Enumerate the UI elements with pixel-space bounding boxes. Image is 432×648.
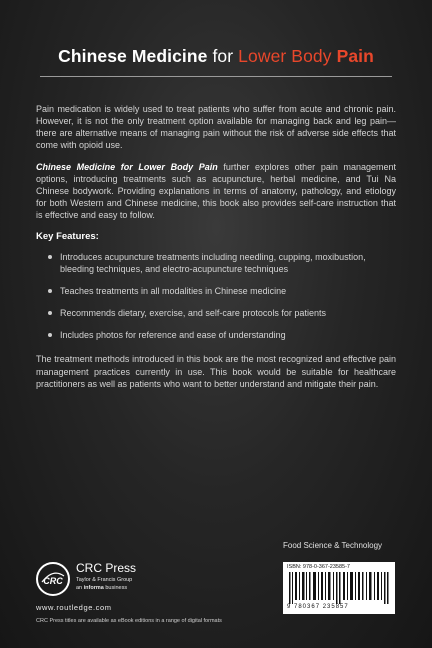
title-part-3: Lower Body [238,46,332,66]
list-item: Includes photos for reference and ease of understanding [48,329,396,341]
title-part-2: for [212,46,234,66]
subject-category: Food Science & Technology [283,541,383,550]
title-divider [40,76,392,77]
closing-paragraph: The treatment methods introduced in this book are the most recognized and effective pain management practices currently in use. This book would be suitable for healthcare practitioners as well as patients who want to better understand and mitigate their pain. [36,354,396,389]
isbn-label: ISBN: 978-0-367-23585-7 [287,564,350,570]
business-name: informa [83,585,104,591]
book-title-inline: Chinese Medicine for Lower Body Pain [36,161,218,172]
publisher-group-name: Taylor & Francis Group [76,577,133,583]
back-cover-description [36,103,396,399]
publisher-website: www.routledge.com [36,603,112,612]
barcode-icon [289,572,389,604]
list-item: Teaches treatments in all modalities in Chinese medicine [48,285,396,297]
business-suffix: business [105,585,128,591]
title-part-1: Chinese Medicine [58,46,208,66]
overview-text: further explores other pain management options, introducing treatments such as acupuncture, herbal medicine, and Tui Na Chinese bodywork. Providing explanations in terms of anatomy, pathology, and etiology for both Western and Chinese medicine, this book also provides self-care instruction that is effective and easy to follow. [36,161,396,221]
key-features-heading: Key Features: [36,230,99,242]
title-part-4: Pain [336,46,374,66]
book-title [0,46,432,67]
publisher-group [76,576,132,592]
barcode [283,562,395,614]
publisher-name: CRC Press [76,561,137,575]
key-features-list [36,251,396,341]
business-prefix: an [76,585,83,591]
logo-text: CRC [43,576,63,586]
overview-paragraph [36,161,396,221]
publisher-business-line [76,584,132,592]
list-item: Introduces acupuncture treatments including needling, cupping, moxibustion, bleeding techniques, and electro-acupuncture techniques [48,251,396,275]
barcode-number: 9 780367 235857 [287,604,349,610]
crc-press-logo-icon [36,562,70,596]
list-item: Recommends dietary, exercise, and self-care protocols for patients [48,307,396,319]
ebook-footnote: CRC Press titles are available as eBook editions in a range of digital formats [36,618,222,624]
intro-paragraph: Pain medication is widely used to treat patients who suffer from acute and chronic pain. However, it is not the only treatment option available for managing back and leg pain—there are alternative means of managing pain without the risk of adverse side effects that come with opioid use. [36,104,396,151]
